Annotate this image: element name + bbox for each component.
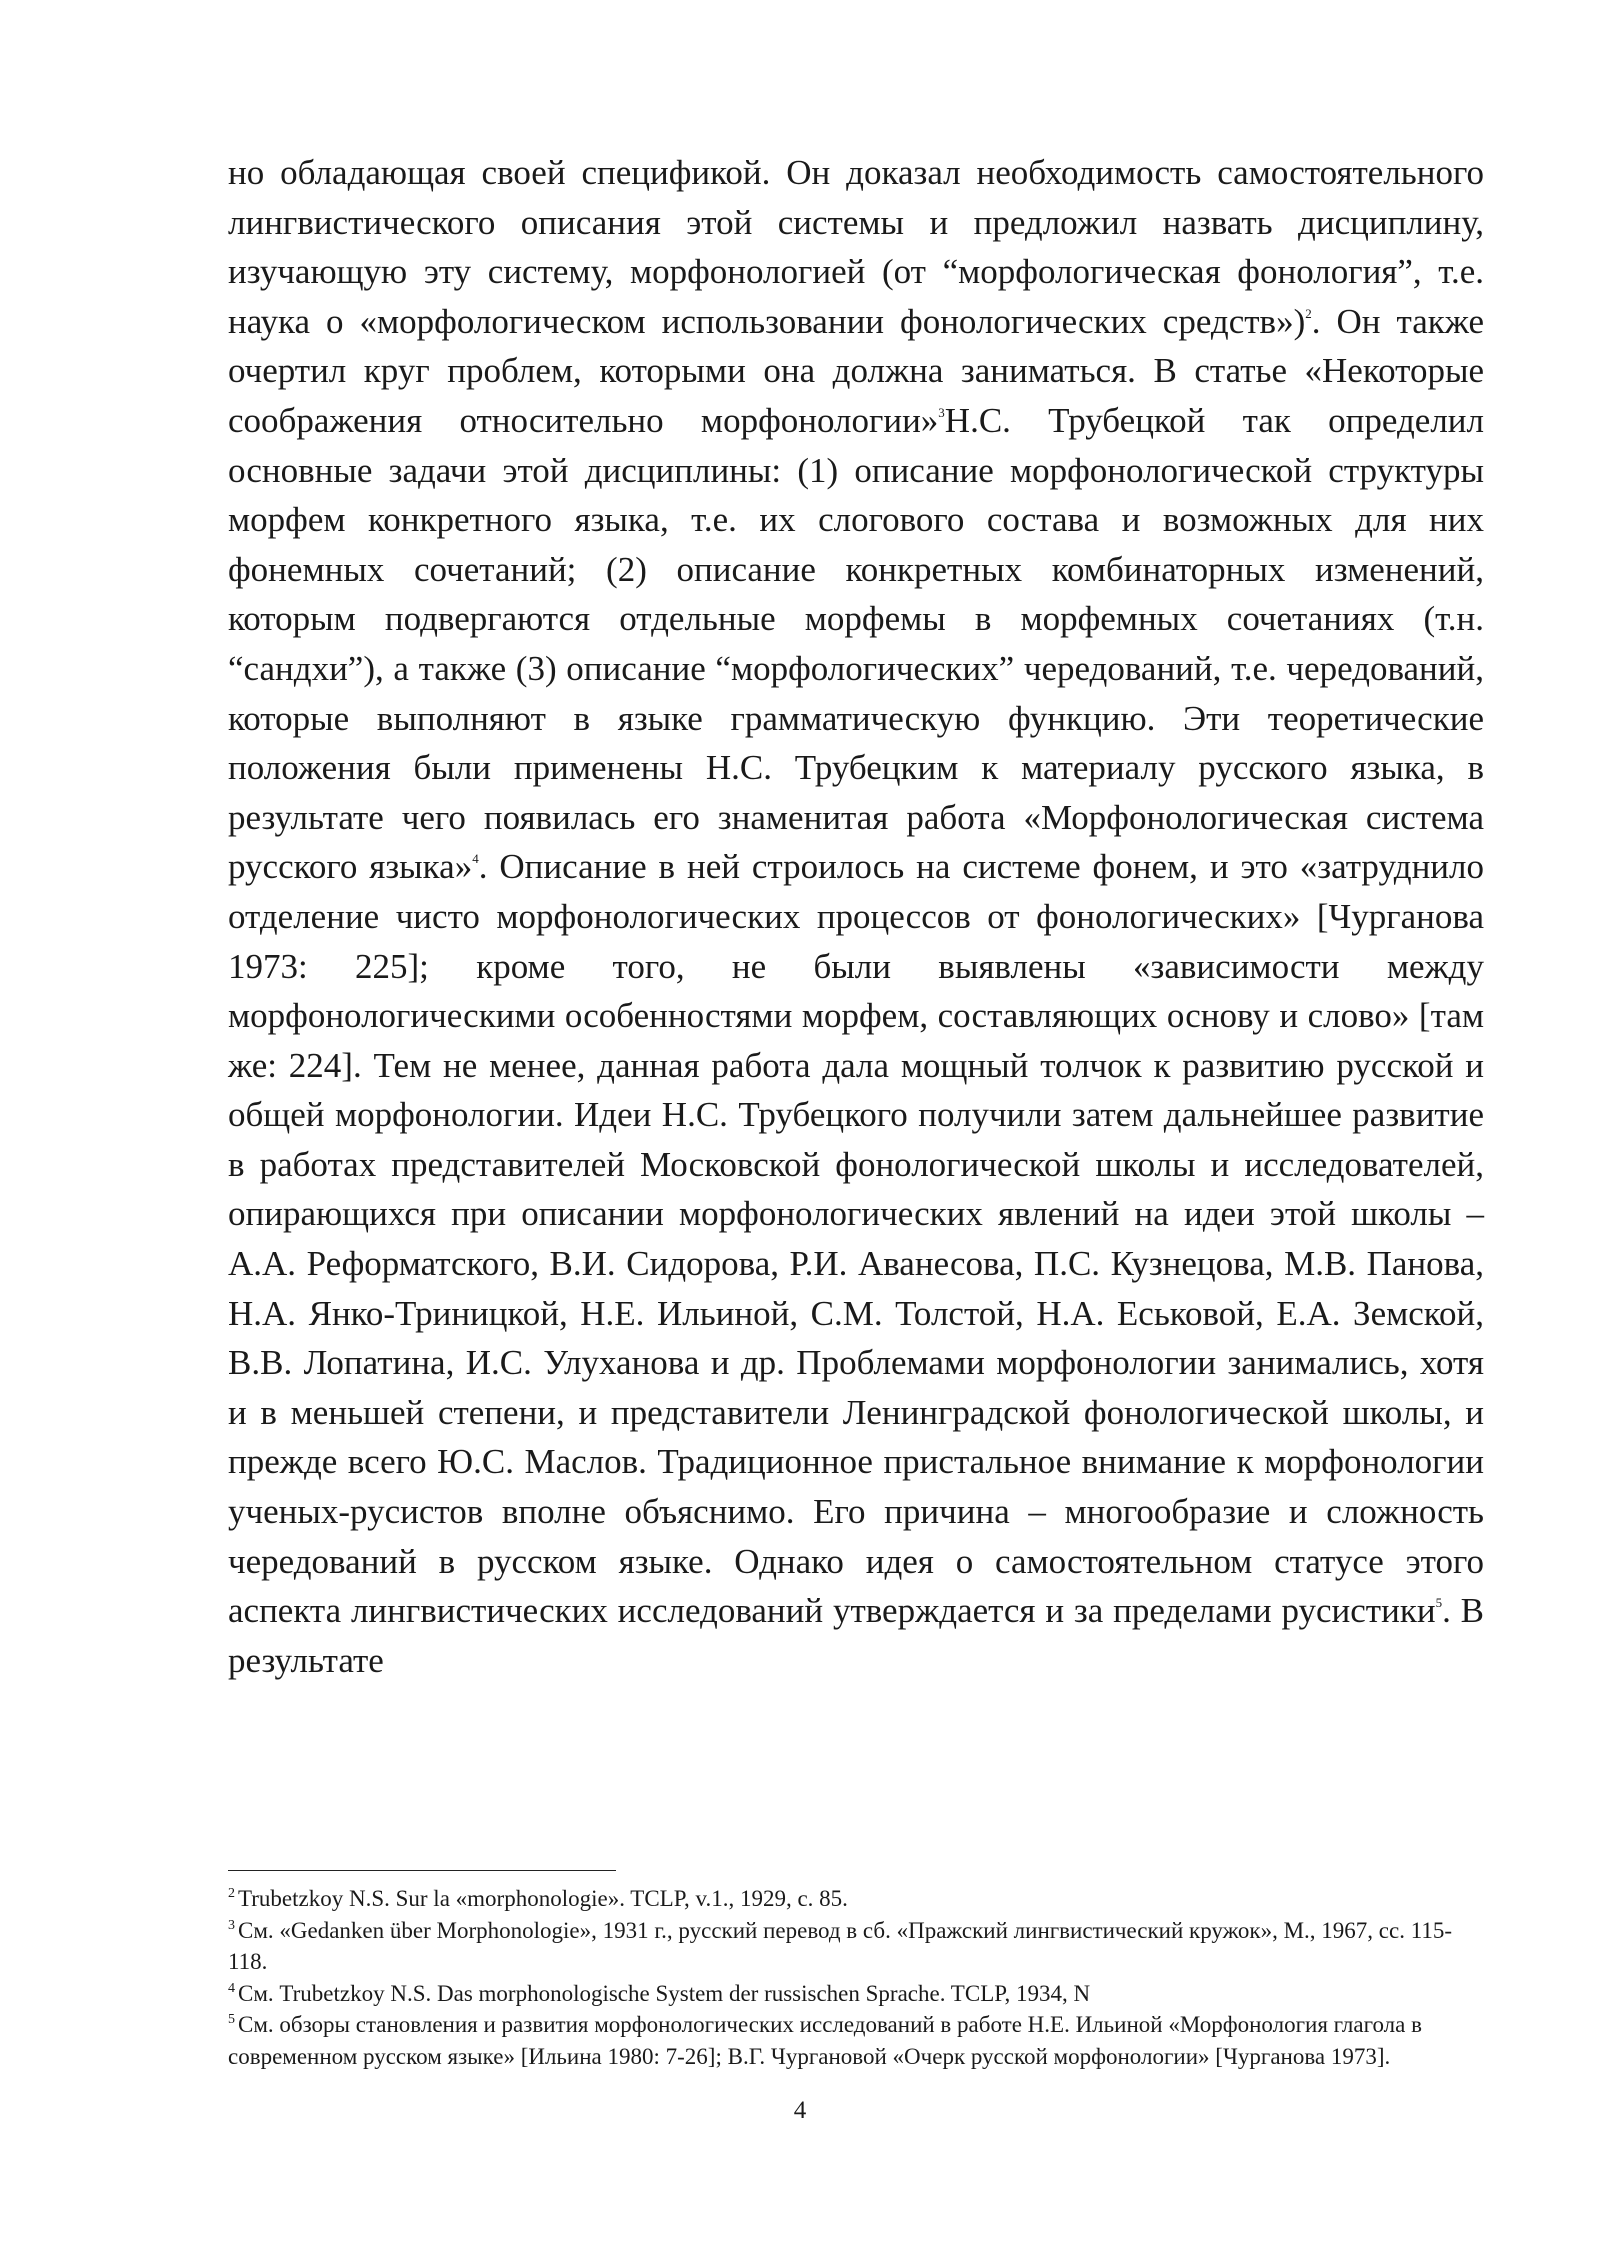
footnotes [228, 1883, 1484, 2072]
page-number: 4 [793, 2097, 807, 2124]
footnote-reference[interactable]: 3 [938, 404, 945, 420]
footnote-item [228, 1915, 1484, 1978]
footnote-reference[interactable]: 4 [472, 851, 479, 867]
body-text-segment: . Он также очертил круг проблем, которыми она должна заниматься. В статье «Некоторые соображения относительно морфонологии» [228, 301, 1484, 440]
footnote-text: См. «Gedanken über Morphonologie», 1931 г., русский перевод в сб. «Пражский лингвистический кружок», М., 1967, сс. 115-118. [228, 1917, 1453, 1974]
footnote-number: 3 [228, 1917, 235, 1933]
main-text-block [228, 148, 1484, 1685]
footnote-number: 2 [228, 1886, 235, 1901]
footnote-number: 5 [228, 2012, 235, 2027]
footnote-reference[interactable]: 5 [1435, 1595, 1443, 1611]
footnote-text: Trubetzkoy N.S. Sur la «morphonologie». TCLP, v.1., 1929, c. 85. [238, 1886, 848, 1911]
body-paragraph [228, 148, 1484, 1685]
body-text-segment: . В результате [228, 1591, 1484, 1680]
body-text-segment: Н.С. Трубецкой так определил основные задачи этой дисциплины: (1) описание морфонологической структуры морфем конкретного языка, т.е. их слогового состава и возможных для них фонемных сочетаний; (2) описание конкретных комбинаторных изменений, которым подвергаются отдельные морфемы в морфемных сочетаниях (т.н. “сандхи”), а также (3) описание “морфологических” чередований, т.е. чередований, которые выполняют в языке грамматическую функцию. Эти теоретические положения были применены Н.С. Трубецким к материалу русского языка, в результате чего появилась его знаменитая работа «Морфонологическая система русского языка» [228, 400, 1484, 887]
footnote-text: См. обзоры становления и развития морфонологических исследований в работе Н.Е. Ильиной «Морфонология глагола в современном русском языке» [Ильина 1980: 7-26]; В.Г. Чургановой «Очерк русской морфонологии» [Чурганова 1973]. [228, 2012, 1422, 2069]
footnote-separator [228, 1870, 616, 1871]
footnote-reference[interactable]: 2 [1305, 305, 1312, 321]
footnote-text: См. Trubetzkoy N.S. Das morphonologische System der russischen Sprache. TCLP, 1934, N [238, 1980, 1091, 2006]
body-text-segment: . Описание в ней строилось на системе фонем, и это «затруднило отделение чисто морфонологических процессов от фонологических» [Чурганова 1973: 225]; кроме того, не были выявлены «зависимости между морфонологическими особенностями морфем, составляющих основу и слово» [там же: 224]. Тем не менее, данная работа дала мощный толчок к развитию русской и общей морфонологии. Идеи Н.С. Трубецкого получили затем дальнейшее развитие в работах представителей Московской фонологической школы и исследователей, опирающихся при описании морфонологических явлений на идеи этой школы – А.А. Реформатского, В.И. Сидорова, Р.И. Аванесова, П.С. Кузнецова, М.В. Панова, Н.А. Янко-Триницкой, Н.Е. Ильиной, С.М. Толстой, Н.А. Еськовой, Е.А. Земской, В.В. Лопатина, И.С. Улуханова и др. Проблемами морфонологии занимались, хотя и в меньшей степени, и представители Ленинградской фонологической школы, и прежде всего Ю.С. Маслов. Традиционное пристальное внимание к морфонологии ученых-русистов вполне объяснимо. Его причина – многообразие и сложность чередований в русском языке. Однако идея о самостоятельном статусе этого аспекта лингвистических исследований утверждается и за пределами русистики [228, 847, 1484, 1631]
footnote-item [228, 2009, 1484, 2072]
footnote-item [228, 1883, 1484, 1915]
footnote-number: 4 [228, 1980, 235, 1996]
body-text-segment: но обладающая своей спецификой. Он доказал необходимость самостоятельного лингвистического описания этой системы и предложил назвать дисциплину, изучающую эту систему, морфонологией (от “морфологическая фонология”, т.е. наука о «морфологическом использовании фонологических средств») [228, 153, 1484, 341]
footnote-item [228, 1978, 1484, 2010]
